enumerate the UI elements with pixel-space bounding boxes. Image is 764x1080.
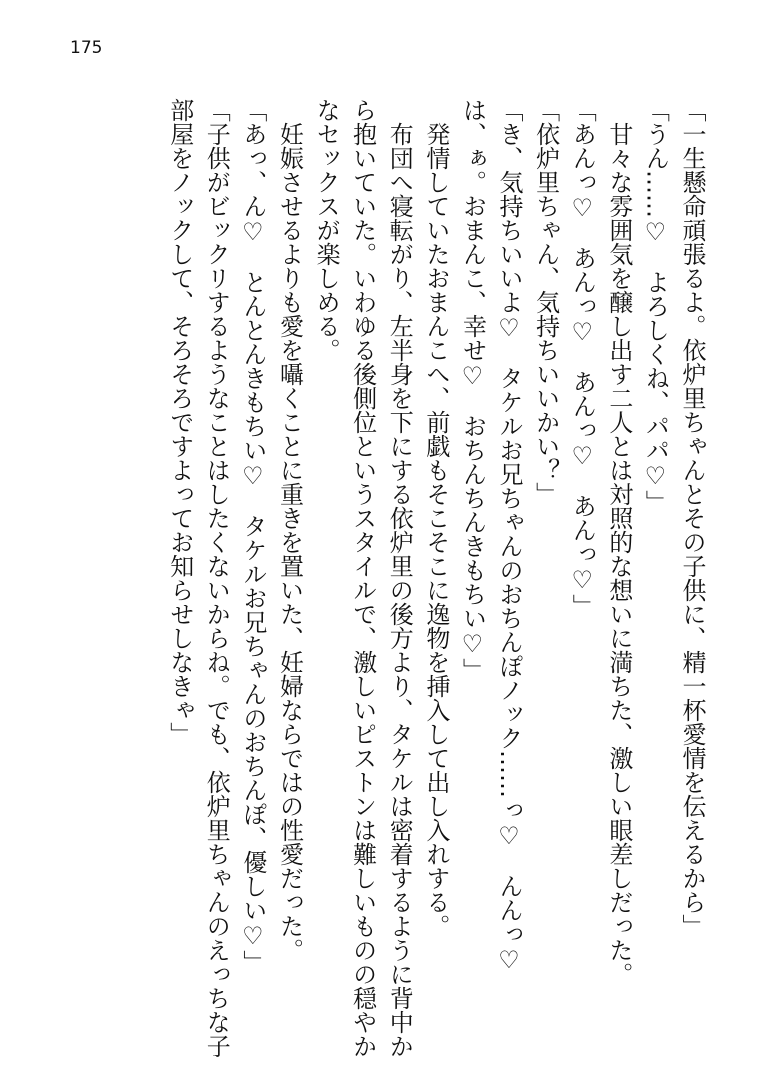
text-line: 「あんっ♡ あんっ♡ あんっ♡ あんっ♡」 — [568, 98, 597, 618]
text-line: は、ぁ。おまんこ、幸せ♡ おちんちんきもちい♡」 — [458, 98, 487, 682]
text-line: 「あっ、ん♡ とんとんきもちい♡ タケルお兄ちゃんのおちんぽ、優しい♡」 — [238, 98, 267, 974]
body-text — [70, 98, 710, 1058]
page-number: 175 — [70, 38, 103, 58]
text-line: 「子供がビックリするようなことはしたくないからね。でも、依炉里ちゃんのえっちな子 — [202, 98, 231, 1058]
text-line: 甘々な雰囲気を醸し出す二人とは対照的な想いに満ちた、激しい眼差しだった。 — [604, 122, 633, 986]
text-line: 発情していたおまんこへ、前戯もそこそこに逸物を挿入して出し入れする。 — [421, 122, 450, 938]
text-line: 布団へ寝転がり、左半身を下にする依炉里の後方より、タケルは密着するように背中か — [385, 122, 414, 1058]
text-line: 「依炉里ちゃん、気持ちいいかい？」 — [531, 98, 560, 506]
text-line: 「き、気持ちいいよ♡ タケルお兄ちゃんのおちんぽノック……っ♡ んんっ♡ — [495, 98, 524, 974]
text-line: 「うん……♡ よろしくね、パパ♡」 — [641, 98, 670, 514]
text-line: なセックスが楽しめる。 — [312, 98, 341, 362]
text-line: 部屋をノックして、そろそろですよってお知らせしなきゃ」 — [165, 98, 194, 746]
text-line: ら抱いていた。いわゆる後側位というスタイルで、激しいピストンは難しいものの穏やか — [348, 98, 377, 1058]
text-line: 妊娠させるよりも愛を囁くことに重きを置いた、妊婦ならではの性愛だった。 — [275, 122, 304, 962]
text-line: 「一生懸命頑張るよ。依炉里ちゃんとその子供に、精一杯愛情を伝えるから」 — [678, 98, 706, 938]
